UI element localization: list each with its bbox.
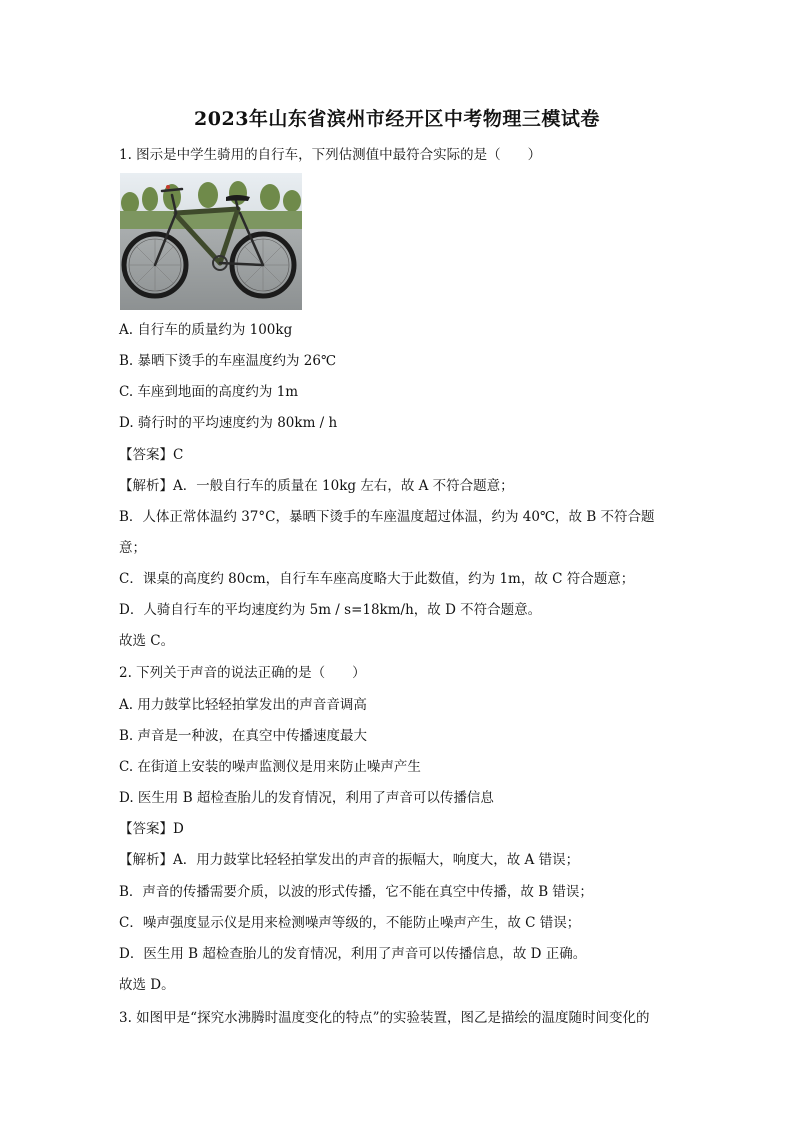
q2-stem: 2. 下列关于声音的说法正确的是（ ） (119, 665, 366, 681)
page-title: 2023年山东省滨州市经开区中考物理三模试卷 (194, 108, 600, 130)
q2-answer: 【答案】D (119, 821, 184, 837)
q1-option-c: C. 车座到地面的高度约为 1m (119, 384, 299, 400)
bicycle-illustration (120, 173, 302, 310)
q2-analysis-line: 【解析】A．用力鼓掌比轻轻拍掌发出的声音的振幅大，响度大，故 A 错误； (119, 852, 580, 868)
q1-option-d: D. 骑行时的平均速度约为 80km / h (119, 415, 338, 431)
q3-stem: 3. 如图甲是“探究水沸腾时温度变化的特点”的实验装置，图乙是描绘的温度随时间变化的 (119, 1010, 650, 1026)
q2-option-a: A. 用力鼓掌比轻轻拍掌发出的声音音调高 (119, 697, 367, 713)
q2-option-d: D. 医生用 B 超检查胎儿的发育情况，利用了声音可以传播信息 (119, 790, 494, 806)
q1-analysis-line: D．人骑自行车的平均速度约为 5m / s=18km/h，故 D 不符合题意。 (119, 602, 542, 618)
q1-option-a: A. 自行车的质量约为 100kg (119, 322, 293, 338)
q2-analysis-line: B．声音的传播需要介质，以波的形式传播，它不能在真空中传播，故 B 错误； (119, 884, 593, 900)
q2-analysis-line: D．医生用 B 超检查胎儿的发育情况，利用了声音可以传播信息，故 D 正确。 (119, 946, 587, 962)
q1-stem: 1. 图示是中学生骑用的自行车，下列估测值中最符合实际的是（ ） (119, 147, 542, 163)
q1-analysis-line: 意； (119, 540, 146, 556)
q1-conclusion: 故选 C。 (119, 633, 175, 649)
q2-analysis-line: C．噪声强度显示仪是用来检测噪声等级的，不能防止噪声产生，故 C 错误； (119, 915, 581, 931)
q2-option-c: C. 在街道上安装的噪声监测仪是用来防止噪声产生 (119, 759, 421, 775)
bicycle-photo (120, 173, 302, 310)
q1-analysis-line: C．课桌的高度约 80cm，自行车车座高度略大于此数值，约为 1m，故 C 符合题意； (119, 571, 635, 587)
q2-option-b: B. 声音是一种波，在真空中传播速度最大 (119, 728, 368, 744)
q2-conclusion: 故选 D。 (119, 977, 175, 993)
q1-analysis-line: 【解析】A．一般自行车的质量在 10kg 左右，故 A 不符合题意； (119, 478, 514, 494)
q1-answer: 【答案】C (119, 447, 184, 463)
q1-option-b: B. 暴晒下烫手的车座温度约为 26℃ (119, 353, 337, 369)
q1-analysis-line: B．人体正常体温约 37°C，暴晒下烫手的车座温度超过体温，约为 40℃，故 B 不符合题 (119, 509, 655, 525)
